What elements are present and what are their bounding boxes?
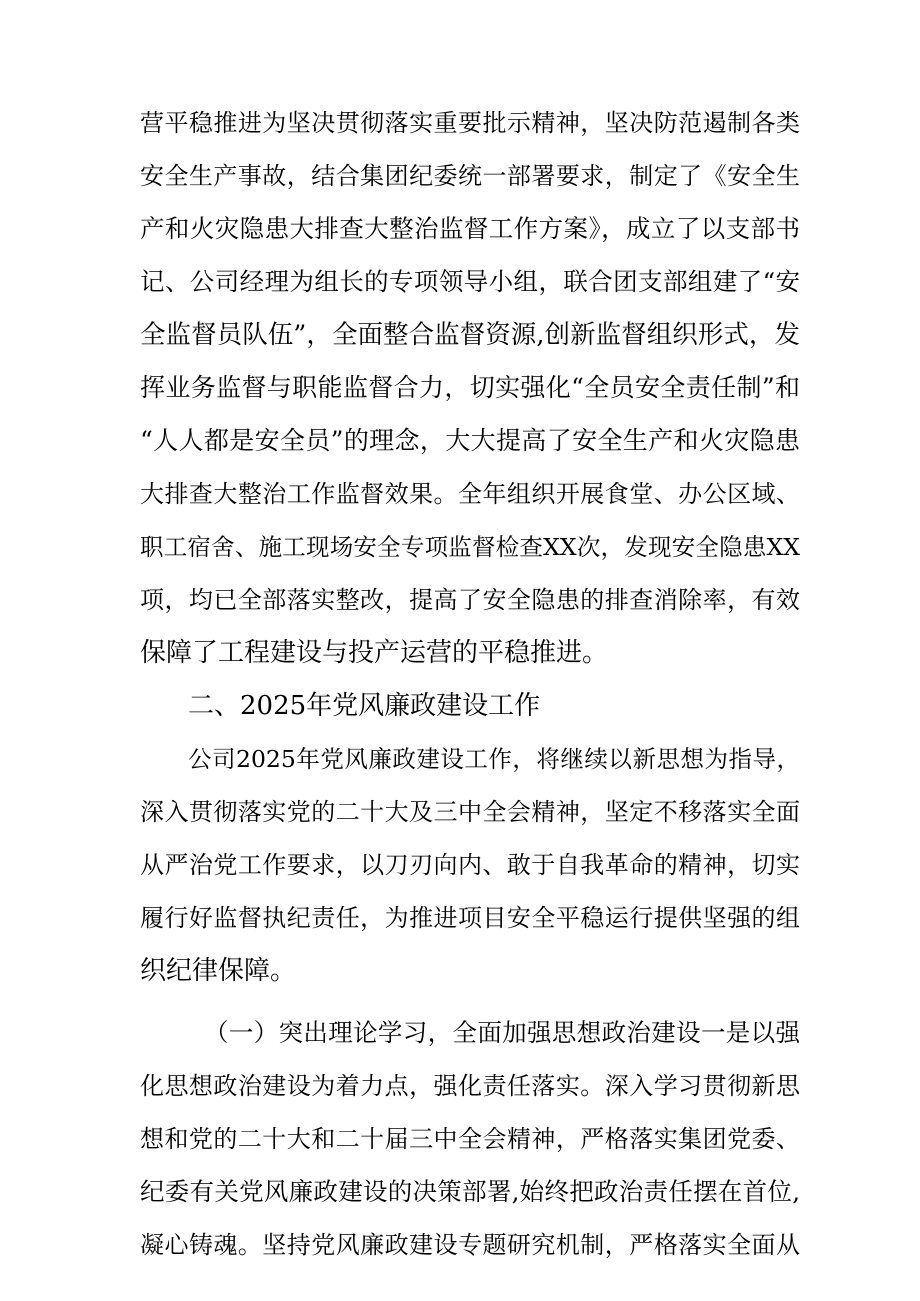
section-heading: 二、2025年党风廉政建设工作: [188, 691, 541, 721]
body-text-line: 安全生产事故，结合集团纪委统一部署要求，制定了《安全生: [140, 162, 800, 190]
body-text-line: 从严治党工作要求，以刀刃向内、敢于自我革命的精神，切实: [140, 851, 800, 879]
body-text-line: 公司2025年党风廉政建设工作，将继续以新思想为指导，: [188, 745, 800, 773]
body-text-line: 保障了工程建设与投产运营的平稳推进。: [140, 638, 609, 668]
body-text-line: 凝心铸魂。坚持党风廉政建设专题研究机制，严格落实全面从: [140, 1231, 800, 1259]
body-text-line: 纪委有关党风廉政建设的决策部署,始终把政治责任摆在首位,: [140, 1177, 800, 1206]
body-text-line: 营平稳推进为坚决贯彻落实重要批示精神，坚决防范遏制各类: [140, 109, 800, 137]
body-text-line: 想和党的二十大和二十届三中全会精神，严格落实集团党委、: [140, 1125, 800, 1153]
body-text-line: 织纪律保障。: [140, 956, 297, 986]
body-text-line: 化思想政治建设为着力点，强化责任落实。深入学习贯彻新思: [140, 1072, 800, 1100]
body-text-line: 全监督员队伍”，全面整合监督资源,创新监督组织形式，发: [140, 320, 800, 350]
subsection-heading-line: （一）突出理论学习，全面加强思想政治建设一是以强: [204, 1018, 800, 1047]
body-text-line: 深入贯彻落实党的二十大及三中全会精神，坚定不移落实全面: [140, 798, 800, 826]
body-text-line: 挥业务监督与职能监督合力，切实强化“全员安全责任制”和: [140, 373, 800, 402]
body-text-line: 职工宿舍、施工现场安全专项监督检查XX次，发现安全隐患XX: [140, 533, 800, 561]
body-text-line: 项，均已全部落实整改，提高了安全隐患的排查消除率，有效: [140, 586, 800, 614]
body-text-line: 履行好监督执纪责任，为推进项目安全平稳运行提供坚强的组: [140, 904, 800, 932]
body-text-line: “人人都是安全员”的理念，大大提高了安全生产和火灾隐患: [140, 426, 800, 455]
body-text-line: 大排查大整治工作监督效果。全年组织开展食堂、办公区域、: [140, 480, 800, 508]
body-text-line: 记、公司经理为组长的专项领导小组，联合团支部组建了“安: [140, 267, 800, 296]
body-text-line: 产和火灾隐患大排查大整治监督工作方案》，成立了以支部书: [140, 214, 800, 243]
